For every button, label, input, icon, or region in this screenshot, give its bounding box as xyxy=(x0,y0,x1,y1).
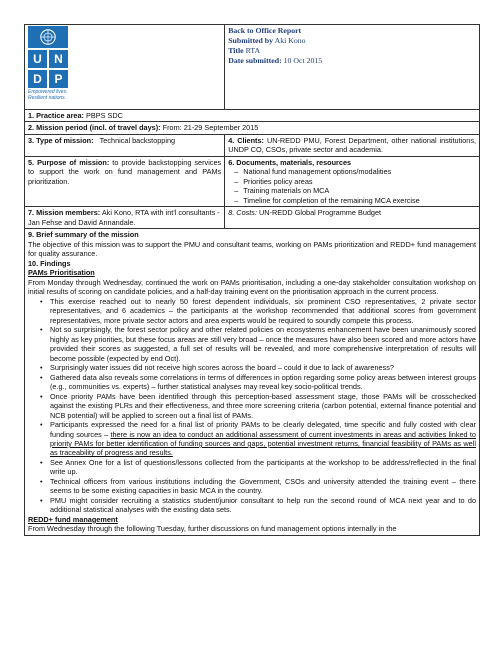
logo-letter: D xyxy=(28,70,47,88)
paragraph: From Wednesday through the following Tuesday, further discussions on fund management options internally in the xyxy=(28,524,397,534)
purpose: to provide backstopping services to support the work on fund management and PAMs prioritization. xyxy=(28,157,222,186)
mission-type-cell: 3. Type of mission: Technical backstopping xyxy=(25,134,225,156)
report-page xyxy=(24,24,480,536)
mission-period: From: 21-29 September 2015 xyxy=(162,123,259,133)
un-emblem-icon xyxy=(28,26,68,48)
submitted-by: Aki Kono xyxy=(274,36,306,46)
mission-members: Aki Kono, RTA with int'l consultants - Jan Fehse and David Annandale. xyxy=(28,208,220,227)
author-title: RTA xyxy=(245,46,261,56)
list-item: • Technical officers from various institutions including the Government, CSOs and university attended the training event – there seems to be some existing capacities in basic MCA in the country. xyxy=(40,477,476,496)
report-title: Back to Office Report xyxy=(228,26,302,35)
undp-logo xyxy=(28,26,68,102)
practice-area: PBPS SDC xyxy=(86,111,123,120)
logo-letter: U xyxy=(28,50,47,68)
subsection-heading: PAMs Prioritisation xyxy=(28,268,95,278)
list-item: • This exercise reached out to nearly 50 forest dependent individuals, six prominent CSO representatives, 2 private sector representatives, and 6 academics – the participants at the workshop recommended that additional scores from government representatives, more private sector actors and area experts would be required to soundly compete this process. xyxy=(40,297,476,325)
list-item: – National fund management options/modalities xyxy=(234,167,476,176)
list-item: • PMU might consider recruiting a statistics student/junior consultant to help run the second round of MCA next year and to do additional statistical analyses with the existing data sets. xyxy=(40,496,476,515)
list-item: • Not so surprisingly, the forest sector policy and other related policies on ecosystems enhancement have been unanimously scored highly as key priorities, but these focus areas are still very broad – once the measures have also been scored and more actors have provided their scores as suggested, a full set of results will be revealed, and more comprehensive interpretation of results will become possible (expected by end Oct). xyxy=(40,325,476,363)
findings-list xyxy=(40,297,476,515)
logo-letter: N xyxy=(49,50,68,68)
report-body xyxy=(24,229,480,536)
logo-tagline: Empowered lives. Resilient nations. xyxy=(28,89,68,101)
list-item: • Once priority PAMs have been identified through this perception-based assessment stage, those PAMs will be crosschecked against the existing PLRs and their effectiveness, and three more screening criteria (carbon potential, external finance potential and NCB potential) will be applied to screen out a final list of PAMs. xyxy=(40,392,476,420)
subsection-heading: REDD+ fund management xyxy=(28,514,118,524)
report-info-cell: Back to Office Report Submitted by Aki Kono Title RTA Date submitted: 10 Oct 2015 xyxy=(225,25,480,110)
members-cell: 7. Mission members: Aki Kono, RTA with int'l consultants - Jan Fehse and David Annandale. xyxy=(25,207,225,229)
date-submitted: 10 Oct 2015 xyxy=(283,56,323,66)
summary-text: The objective of this mission was to support the PMU and consultant teams, working on PAMs prioritization and REDD+ fund management for quality assurance. xyxy=(28,239,476,259)
mission-period-row: 2. Mission period (incl. of travel days): From: 21-29 September 2015 xyxy=(25,122,480,134)
paragraph: From Monday through Wednesday, continued the work on PAMs prioritisation, including a one-day stakeholder consultation workshop on initial results of scoring on candidate policies, and a half-day training event on the prioritisation approach in the current process. xyxy=(28,277,476,297)
section-heading: 10. Findings xyxy=(28,258,71,268)
list-item: • Surprisingly water issues did not receive high scores across the board – could it due to lack of awareness? xyxy=(40,363,476,372)
documents-list xyxy=(234,167,476,205)
logo-cell xyxy=(25,25,225,110)
report-header-form xyxy=(24,24,480,229)
purpose-cell: 5. Purpose of mission: to provide backstopping services to support the work on fund management and PAMs prioritization. xyxy=(25,156,225,206)
practice-area-row: 1. Practice area: PBPS SDC xyxy=(25,110,480,122)
list-item: – Timeline for completion of the remaining MCA exercise xyxy=(234,196,476,205)
mission-type: Technical backstopping xyxy=(99,135,176,145)
costs-cell: 8. Costs: UN-REDD Global Programme Budget xyxy=(225,207,480,229)
clients: UN-REDD PMU, Forest Department, other national institutions, UNDP CO, CSOs, private sector and academia. xyxy=(228,135,477,155)
list-item: – Priorities policy areas xyxy=(234,177,476,186)
section-heading: 9. Brief summary of the mission xyxy=(28,230,139,240)
list-item: • See Annex One for a list of questions/lessons collected from the participants at the workshop to be address/reflected in the final write up. xyxy=(40,458,476,477)
list-item: • Gathered data also reveals some correlations in terms of differences in option regarding some policy areas between interest groups (e.g., communities vs. experts) – further statistical analyses may reveal key socio-political trends. xyxy=(40,373,476,392)
list-item: • Participants expressed the need for a final list of priority PAMs to be clearly delegated, time specific and fully costed with clear funding sources – there is now an idea to conduct an additional assessment of current investments in areas and activities linked to priority PAMs for better identification of funding sources and gaps, potential investment returns, financial feasibility of PAMs as well as traceability of progress and results. xyxy=(40,420,476,458)
logo-letter: P xyxy=(49,70,68,88)
list-item: – Training materials on MCA xyxy=(234,186,476,195)
clients-cell: 4. Clients: UN-REDD PMU, Forest Department, other national institutions, UNDP CO, CSOs, private sector and academia. xyxy=(225,134,480,156)
documents-cell: 6. Documents, materials, resources – National fund management options/modalities – Priorities policy areas – Training materials on MCA – Timeline for completion of the remaining MCA exercise xyxy=(225,156,480,206)
costs: UN-REDD Global Programme Budget xyxy=(259,208,382,218)
